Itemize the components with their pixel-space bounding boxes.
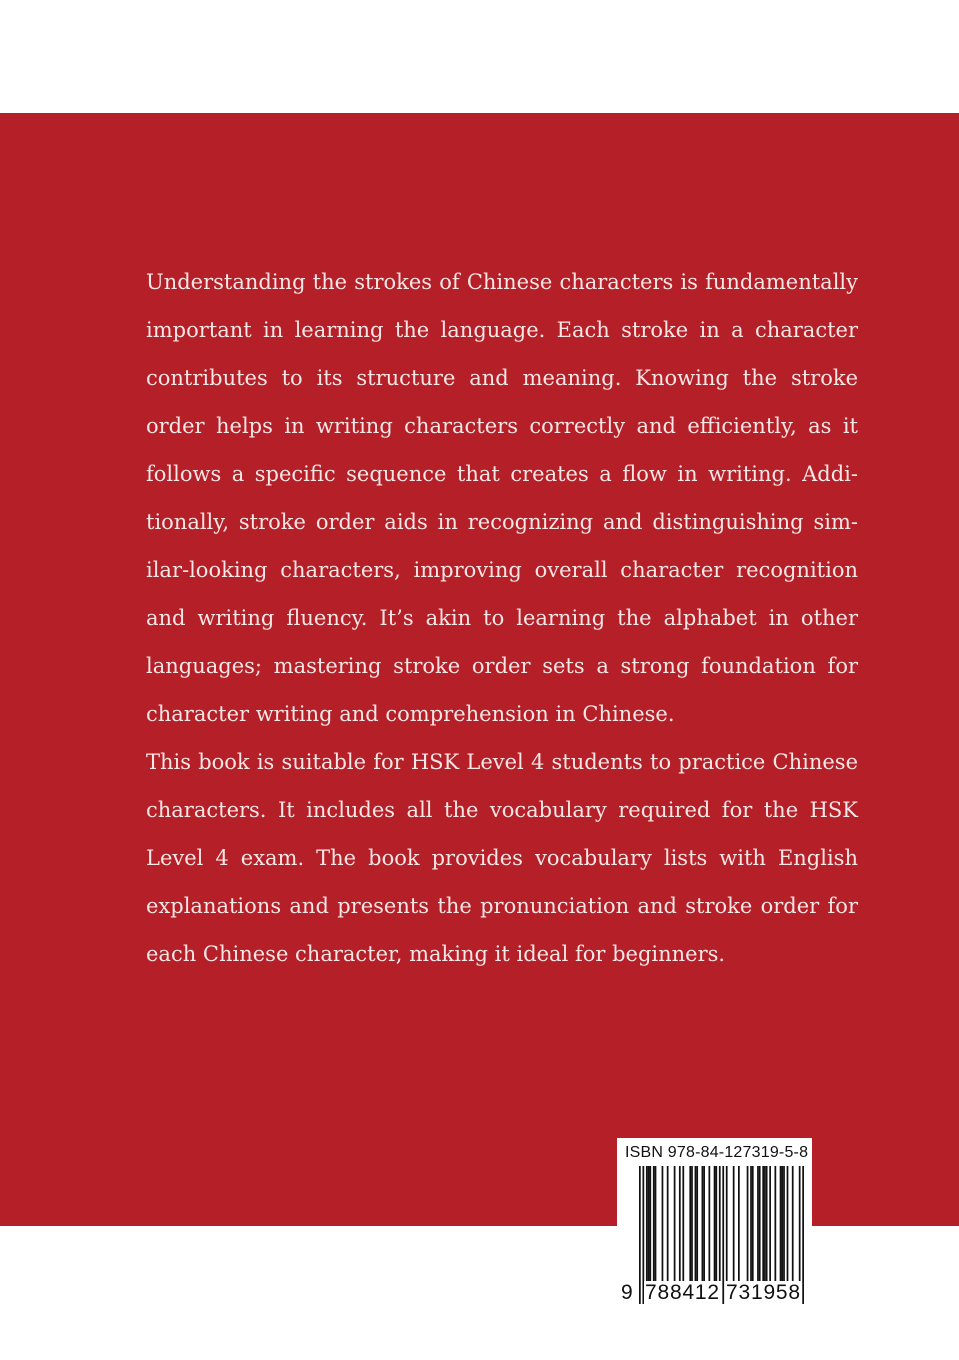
barcode-bar	[695, 1166, 697, 1287]
barcode-bar	[715, 1166, 717, 1287]
barcode-bar	[646, 1166, 648, 1287]
barcode-bar	[802, 1166, 804, 1304]
barcode-bar	[792, 1166, 794, 1287]
barcode-bar	[783, 1166, 785, 1287]
ean-first-digit: 9	[621, 1281, 633, 1304]
barcode-bar	[766, 1166, 768, 1287]
blurb-paragraph-1: Understanding the strokes of Chinese characters is fundamentally important in learning the language. Each stroke in a character contributes to its structure and meaning. Knowing the stroke order helps in writing characters correctly and efficiently, as it follows a specific sequence that creates a flow in writing. Additionally, stroke order aids in recognizing and distinguishing similar-looking characters, improving overall character recognition and writing fluency. It’s akin to learning the alphabet in other languages; mastering stroke order sets a strong foundation for character writing and comprehension in Chinese.	[146, 270, 858, 726]
barcode-bar	[714, 1166, 716, 1287]
barcode-bar	[696, 1166, 698, 1287]
barcode-bar	[639, 1166, 641, 1304]
barcode-bar	[759, 1166, 761, 1287]
ean-right-group: 731958	[726, 1281, 801, 1304]
barcode-bar	[764, 1166, 766, 1287]
ean-left-group: 788412	[645, 1281, 720, 1304]
barcode-bar	[750, 1166, 752, 1287]
barcode-bar	[703, 1166, 705, 1287]
blurb-paragraph-2: This book is suitable for HSK Level 4 students to practice Chinese characters. It includes all the vocabulary required for the HSK Level 4 exam. The book provides vocabulary lists with English explanations and presents the pronunciation and stroke order for each Chinese character, making it ideal for beginners.	[146, 750, 858, 966]
barcode-bar	[674, 1166, 676, 1287]
isbn-barcode-box	[617, 1138, 812, 1312]
back-cover-blurb	[146, 258, 858, 978]
barcode-bar	[780, 1166, 782, 1287]
barcode-bar	[702, 1166, 704, 1287]
barcode-bar	[691, 1166, 693, 1287]
barcode-bar	[762, 1166, 764, 1287]
barcode-bar	[667, 1166, 669, 1287]
barcode-bar	[689, 1166, 691, 1287]
barcode-bar	[787, 1166, 789, 1287]
barcode-bar	[757, 1166, 759, 1287]
isbn-label: ISBN 978-84-127319-5-8	[625, 1144, 809, 1161]
barcode-bar	[781, 1166, 783, 1287]
barcode-bar	[648, 1166, 650, 1287]
barcode-bar	[752, 1166, 754, 1287]
barcode-bar	[738, 1166, 740, 1287]
barcode-bar	[655, 1166, 657, 1287]
barcode-bar	[774, 1166, 776, 1287]
barcode-bar	[708, 1166, 710, 1287]
barcode-bar	[769, 1166, 771, 1287]
barcode-bar	[653, 1166, 655, 1287]
barcode-bar	[722, 1166, 724, 1304]
barcode-bar	[679, 1166, 681, 1287]
barcode-bar	[649, 1166, 651, 1287]
barcode-bar	[747, 1166, 749, 1287]
barcode-bar	[733, 1166, 735, 1287]
barcode-bar	[662, 1166, 664, 1287]
barcode-bar	[682, 1166, 684, 1287]
barcode-bar	[726, 1166, 728, 1287]
